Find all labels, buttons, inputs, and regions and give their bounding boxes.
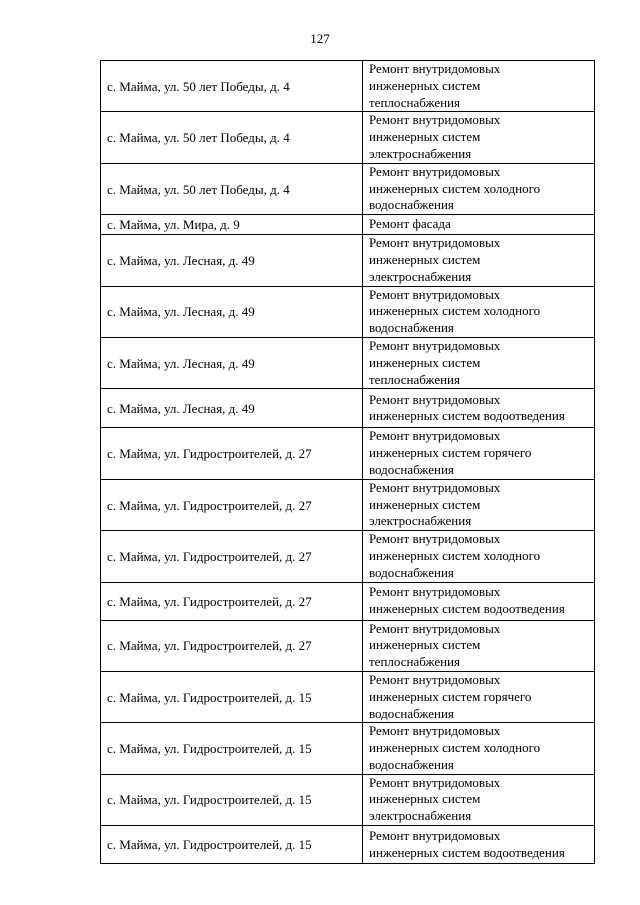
address-cell: с. Майма, ул. Гидростроителей, д. 27 (101, 582, 363, 620)
table-row (101, 582, 595, 620)
work-type-text: Ремонт внутридомовых инженерных систем горячего водоснабжения (369, 671, 532, 721)
address-cell: с. Майма, ул. 50 лет Победы, д. 4 (101, 163, 363, 214)
address-cell: с. Майма, ул. Гидростроителей, д. 15 (101, 826, 363, 864)
address-cell: с. Майма, ул. Гидростроителей, д. 27 (101, 620, 363, 671)
address-cell: с. Майма, ул. Гидростроителей, д. 27 (101, 531, 363, 582)
address-cell: с. Майма, ул. Гидростроителей, д. 15 (101, 774, 363, 825)
address-cell: с. Майма, ул. Гидростроителей, д. 27 (101, 428, 363, 479)
work-type-cell (363, 112, 595, 163)
table-row (101, 163, 595, 214)
address-cell: с. Майма, ул. 50 лет Победы, д. 4 (101, 112, 363, 163)
table-row (101, 671, 595, 722)
work-type-cell (363, 826, 595, 864)
work-type-cell (363, 479, 595, 530)
work-type-text: Ремонт внутридомовых инженерных систем холодного водоснабжения (369, 286, 541, 336)
work-type-cell (363, 389, 595, 428)
work-type-cell (363, 723, 595, 774)
address-cell: с. Майма, ул. Гидростроителей, д. 15 (101, 723, 363, 774)
work-type-text: Ремонт внутридомовых инженерных систем горячего водоснабжения (369, 428, 532, 477)
work-type-text: Ремонт внутридомовых инженерных систем водоотведения (369, 391, 565, 424)
address-cell: с. Майма, ул. Лесная, д. 49 (101, 235, 363, 286)
work-type-cell (363, 428, 595, 479)
address-cell: с. Майма, ул. Мира, д. 9 (101, 215, 363, 235)
table-row (101, 826, 595, 864)
table-row (101, 61, 595, 112)
work-type-cell (363, 620, 595, 671)
work-type-text: Ремонт внутридомовых инженерных систем холодного водоснабжения (369, 723, 541, 772)
table-row (101, 479, 595, 530)
work-type-text: Ремонт фасада (369, 216, 451, 232)
work-type-cell (363, 774, 595, 825)
page-number: 127 (310, 31, 330, 46)
work-type-cell (363, 163, 595, 214)
address-cell: с. Майма, ул. Лесная, д. 49 (101, 389, 363, 428)
work-type-cell (363, 215, 595, 235)
work-type-cell (363, 531, 595, 582)
table-row (101, 215, 595, 235)
table-row (101, 531, 595, 582)
works-table (100, 60, 595, 864)
table-row (101, 337, 595, 388)
address-cell: с. Майма, ул. Гидростроителей, д. 15 (101, 671, 363, 722)
address-cell: с. Майма, ул. 50 лет Победы, д. 4 (101, 61, 363, 112)
table-row (101, 235, 595, 286)
work-type-cell (363, 337, 595, 388)
work-type-text: Ремонт внутридомовых инженерных систем холодного водоснабжения (369, 163, 541, 213)
work-type-text: Ремонт внутридомовых инженерных систем теплоснабжения (369, 337, 501, 387)
work-type-cell (363, 235, 595, 286)
work-type-text: Ремонт внутридомовых инженерных систем электроснабжения (369, 235, 501, 284)
table-row (101, 774, 595, 825)
work-type-text: Ремонт внутридомовых инженерных систем водоотведения (369, 584, 565, 617)
work-type-cell (363, 286, 595, 337)
address-cell: с. Майма, ул. Лесная, д. 49 (101, 337, 363, 388)
work-type-cell (363, 671, 595, 722)
address-cell: с. Майма, ул. Гидростроителей, д. 27 (101, 479, 363, 530)
address-cell: с. Майма, ул. Лесная, д. 49 (101, 286, 363, 337)
work-type-text: Ремонт внутридомовых инженерных систем холодного водоснабжения (369, 531, 541, 580)
table-row (101, 620, 595, 671)
work-type-text: Ремонт внутридомовых инженерных систем электроснабжения (369, 774, 501, 824)
table-row (101, 723, 595, 774)
work-type-text: Ремонт внутридомовых инженерных систем электроснабжения (369, 112, 501, 161)
table-row (101, 428, 595, 479)
table-row (101, 389, 595, 428)
work-type-cell (363, 582, 595, 620)
work-type-text: Ремонт внутридомовых инженерных систем электроснабжения (369, 479, 501, 529)
work-type-cell (363, 61, 595, 112)
table-row (101, 286, 595, 337)
work-type-text: Ремонт внутридомовых инженерных систем теплоснабжения (369, 620, 501, 670)
works-table-body (101, 61, 595, 864)
work-type-text: Ремонт внутридомовых инженерных систем теплоснабжения (369, 61, 501, 110)
table-row (101, 112, 595, 163)
work-type-text: Ремонт внутридомовых инженерных систем водоотведения (369, 827, 565, 860)
